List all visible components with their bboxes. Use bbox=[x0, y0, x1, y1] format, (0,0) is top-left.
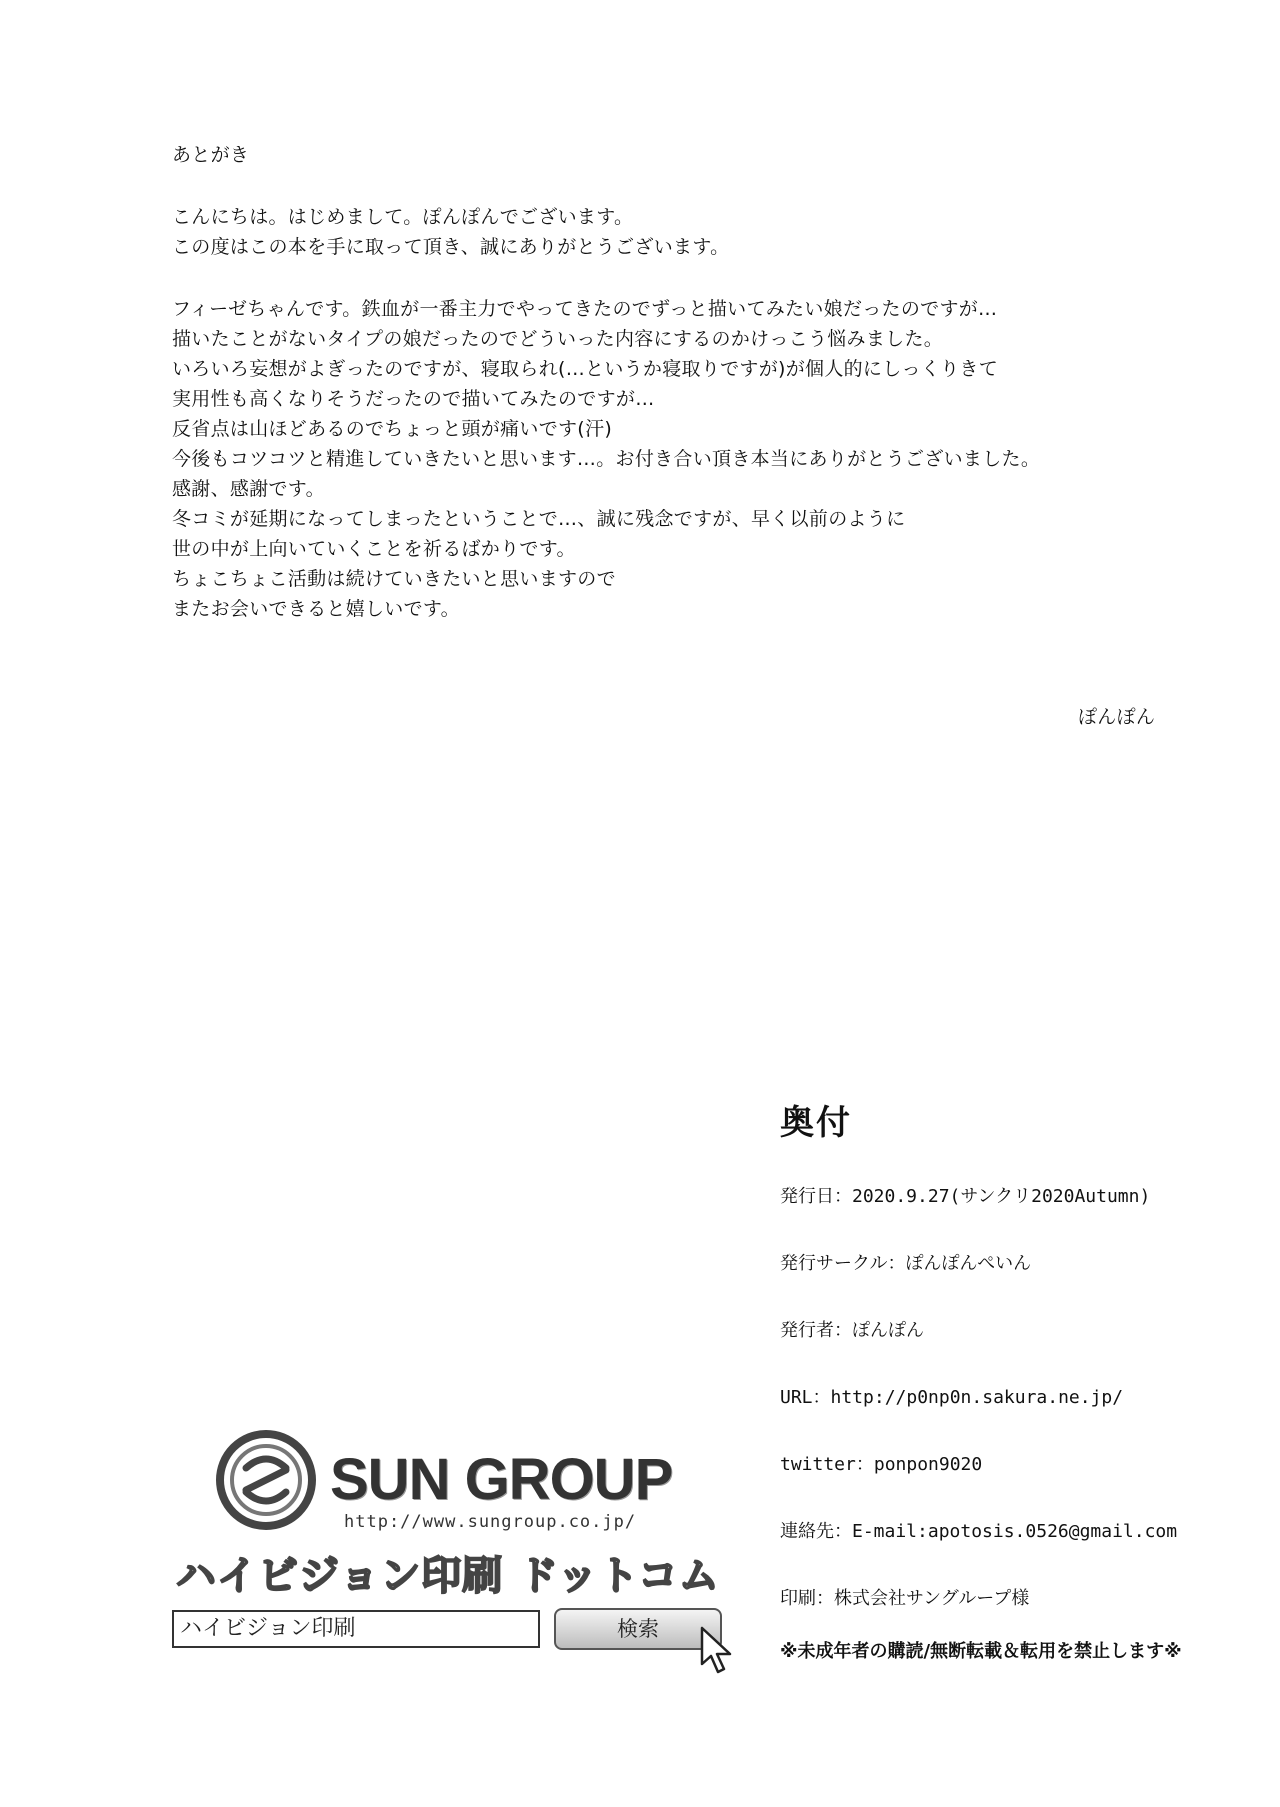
body-line: ちょこちょこ活動は続けていきたいと思いますので bbox=[172, 568, 616, 590]
colophon bbox=[780, 1095, 1260, 1663]
twitter-handle: twitter：ponpon9020 bbox=[780, 1454, 983, 1475]
search-button[interactable]: 検索 bbox=[554, 1608, 722, 1650]
greeting-line: こんにちは。はじめまして。ぽんぽんでございます。 bbox=[172, 206, 634, 228]
body-paragraph bbox=[172, 294, 1172, 624]
publisher-name: 発行者：ぽんぽん bbox=[780, 1320, 924, 1341]
body-line: いろいろ妄想がよぎったのですが、寝取られ(…というか寝取りですが)が個人的にしっくりきて bbox=[172, 358, 999, 380]
mouse-cursor-icon bbox=[700, 1626, 734, 1676]
body-line: 今後もコツコツと精進していきたいと思います…。お付き合い頂き本当にありがとうございました。 bbox=[172, 448, 1041, 470]
body-line: 世の中が上向いていくことを祈るばかりです。 bbox=[172, 538, 576, 560]
author-signature: ぽんぽん bbox=[1078, 706, 1156, 728]
copyright-notice: ※未成年者の購読/無断転載＆転用を禁止します※ bbox=[780, 1641, 1182, 1662]
circle-name: 発行サークル：ぽんぽんぺいん bbox=[780, 1253, 1032, 1274]
colophon-heading: 奥付 bbox=[780, 1103, 852, 1143]
printer-ad bbox=[172, 1420, 732, 1700]
sun-group-emblem-icon bbox=[216, 1430, 316, 1530]
body-line: 冬コミが延期になってしまったということで…、誠に残念ですが、早く以前のように bbox=[172, 508, 906, 530]
contact-email: 連絡先：E-mail:apotosis.0526@gmail.com bbox=[780, 1521, 1178, 1542]
ad-url: http://www.sungroup.co.jp/ bbox=[344, 1512, 637, 1532]
greeting-paragraph bbox=[172, 202, 1172, 262]
issue-date: 発行日：2020.9.27(サンクリ2020Autumn) bbox=[780, 1186, 1151, 1207]
body-line: フィーゼちゃんです。鉄血が一番主力でやってきたのでずっと描いてみたい娘だったのですが… bbox=[172, 298, 998, 320]
ad-headline: ハイビジョン印刷 ドットコム bbox=[176, 1553, 720, 1599]
brand-name: SUN GROUP bbox=[330, 1447, 673, 1512]
body-line: 感謝、感謝です。 bbox=[172, 478, 325, 500]
afterword bbox=[172, 140, 1172, 656]
afterword-title: あとがき bbox=[172, 144, 250, 166]
greeting-line: この度はこの本を手に取って頂き、誠にありがとうございます。 bbox=[172, 236, 730, 258]
body-line: またお会いできると嬉しいです。 bbox=[172, 598, 460, 620]
body-line: 実用性も高くなりそうだったので描いてみたのですが… bbox=[172, 388, 655, 410]
search-input[interactable]: ハイビジョン印刷 bbox=[172, 1610, 540, 1648]
website-url: URL：http://p0np0n.sakura.ne.jp/ bbox=[780, 1387, 1124, 1408]
printer-name: 印刷：株式会社サングループ様 bbox=[780, 1588, 1030, 1609]
body-line: 描いたことがないタイプの娘だったのでどういった内容にするのかけっこう悩みました。 bbox=[172, 328, 944, 350]
body-line: 反省点は山ほどあるのでちょっと頭が痛いです(汗) bbox=[172, 418, 613, 440]
